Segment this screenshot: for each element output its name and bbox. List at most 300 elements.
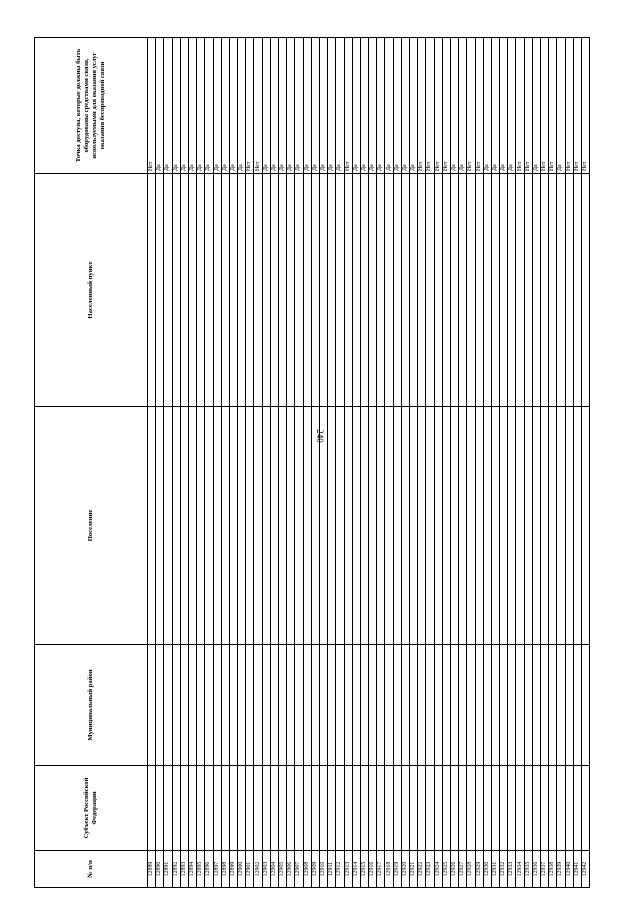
row-locality [336,174,344,407]
row-municipality [475,645,483,766]
row-settlement [205,407,213,645]
row-number: 12913 [344,851,352,888]
row-settlement [434,407,442,645]
row-municipality [508,645,516,766]
row-settlement [270,407,278,645]
row-locality [565,174,573,407]
row-access-point: Да [303,38,311,174]
row-municipality [524,645,532,766]
row-number: 12926 [450,851,458,888]
row-locality [180,174,188,407]
row-locality [524,174,532,407]
table-body [148,38,590,888]
table-row [475,38,483,888]
table-row [295,38,303,888]
row-number: 12929 [475,851,483,888]
row-access-point: Да [229,38,237,174]
row-access-point: Да [401,38,409,174]
table-row [360,38,368,888]
header-access-point: Точка доступа, которые должны быть оборудованы средствами связи, используемыми для оказания услуг оказания беспроводной связи [35,38,148,174]
row-number: 12916 [369,851,377,888]
row-access-point: Да [279,38,287,174]
row-municipality [238,645,246,766]
row-number: 12902 [254,851,262,888]
table-row [303,38,311,888]
row-locality [549,174,557,407]
row-subject [295,766,303,851]
row-access-point: Нет [442,38,450,174]
table-row [352,38,360,888]
table-row [377,38,385,888]
row-number: 12891 [164,851,172,888]
row-municipality [557,645,565,766]
row-municipality [352,645,360,766]
row-settlement [508,407,516,645]
row-number: 12914 [352,851,360,888]
row-municipality [319,645,327,766]
row-municipality [442,645,450,766]
row-municipality [565,645,573,766]
row-access-point: Да [459,38,467,174]
row-municipality [295,645,303,766]
table-row [581,38,589,888]
table-row [172,38,180,888]
header-municipality: Муниципальный район [35,645,148,766]
row-locality [516,174,524,407]
row-locality [369,174,377,407]
row-subject [180,766,188,851]
row-access-point: Да [385,38,393,174]
row-subject [328,766,336,851]
row-locality [459,174,467,407]
row-access-point: Да [311,38,319,174]
row-municipality [549,645,557,766]
row-number: 12894 [188,851,196,888]
page-number: 240 [315,429,325,443]
row-municipality [418,645,426,766]
row-settlement [532,407,540,645]
table-row [336,38,344,888]
row-settlement [475,407,483,645]
row-municipality [450,645,458,766]
row-number: 12918 [385,851,393,888]
row-number: 12917 [377,851,385,888]
row-subject [148,766,156,851]
row-locality [197,174,205,407]
row-number: 12925 [442,851,450,888]
table-row [328,38,336,888]
row-locality [287,174,295,407]
row-locality [557,174,565,407]
row-access-point: Да [328,38,336,174]
row-access-point: Да [213,38,221,174]
table-row [180,38,188,888]
row-municipality [197,645,205,766]
row-locality [483,174,491,407]
row-number: 12904 [270,851,278,888]
row-subject [549,766,557,851]
row-access-point: Да [295,38,303,174]
row-locality [541,174,549,407]
table-row [369,38,377,888]
header-settlement: Поселение [35,407,148,645]
row-settlement [164,407,172,645]
row-municipality [360,645,368,766]
row-subject [197,766,205,851]
row-municipality [516,645,524,766]
row-settlement [442,407,450,645]
row-settlement [369,407,377,645]
row-settlement [229,407,237,645]
row-settlement [557,407,565,645]
table-row [500,38,508,888]
row-locality [410,174,418,407]
table-row [287,38,295,888]
table-row [508,38,516,888]
row-settlement [336,407,344,645]
row-settlement [295,407,303,645]
table-row [450,38,458,888]
row-number: 12889 [148,851,156,888]
row-subject [557,766,565,851]
row-subject [221,766,229,851]
row-subject [532,766,540,851]
row-municipality [532,645,540,766]
row-locality [172,174,180,407]
row-subject [434,766,442,851]
table-row [491,38,499,888]
row-number: 12896 [205,851,213,888]
row-number: 12928 [467,851,475,888]
row-subject [172,766,180,851]
row-number: 12900 [238,851,246,888]
row-access-point: Да [319,38,327,174]
row-number: 12939 [557,851,565,888]
row-locality [344,174,352,407]
header-subject: Субъект Российской Федерации [35,766,148,851]
row-municipality [279,645,287,766]
row-locality [581,174,589,407]
row-number: 12911 [328,851,336,888]
row-subject [483,766,491,851]
row-access-point: Нет [516,38,524,174]
row-municipality [483,645,491,766]
row-settlement [393,407,401,645]
row-settlement [516,407,524,645]
table-row [426,38,434,888]
row-municipality [246,645,254,766]
table-row [238,38,246,888]
row-access-point: Да [205,38,213,174]
table-row [148,38,156,888]
row-number: 12921 [410,851,418,888]
row-locality [508,174,516,407]
row-settlement [148,407,156,645]
row-access-point: Нет [418,38,426,174]
row-access-point: Да [238,38,246,174]
row-number: 12907 [295,851,303,888]
row-subject [311,766,319,851]
row-locality [279,174,287,407]
row-subject [205,766,213,851]
row-locality [295,174,303,407]
row-municipality [434,645,442,766]
row-locality [246,174,254,407]
row-locality [442,174,450,407]
table-header-row [35,38,148,888]
row-access-point: Да [508,38,516,174]
table-row [532,38,540,888]
row-number: 12901 [246,851,254,888]
row-municipality [459,645,467,766]
row-access-point: Да [270,38,278,174]
row-municipality [491,645,499,766]
row-settlement [319,407,327,645]
row-locality [188,174,196,407]
row-number: 12932 [500,851,508,888]
table-row [311,38,319,888]
row-locality [426,174,434,407]
table-row [279,38,287,888]
row-access-point: Да [156,38,164,174]
row-number: 12930 [483,851,491,888]
row-subject [246,766,254,851]
row-settlement [311,407,319,645]
row-municipality [500,645,508,766]
row-settlement [254,407,262,645]
row-access-point: Нет [524,38,532,174]
row-locality [401,174,409,407]
row-locality [238,174,246,407]
row-access-point: Нет [254,38,262,174]
row-locality [385,174,393,407]
row-settlement [410,407,418,645]
row-locality [254,174,262,407]
row-subject [467,766,475,851]
row-settlement [188,407,196,645]
row-settlement [565,407,573,645]
row-number: 12892 [172,851,180,888]
row-access-point: Да [287,38,295,174]
row-municipality [172,645,180,766]
row-municipality [467,645,475,766]
row-access-point: Нет [565,38,573,174]
row-locality [360,174,368,407]
row-settlement [524,407,532,645]
row-number: 12922 [418,851,426,888]
row-municipality [262,645,270,766]
row-subject [418,766,426,851]
row-municipality [581,645,589,766]
row-number: 12899 [229,851,237,888]
row-municipality [213,645,221,766]
row-subject [426,766,434,851]
row-locality [418,174,426,407]
table-row [442,38,450,888]
row-access-point: Нет [344,38,352,174]
row-locality [328,174,336,407]
row-access-point: Нет [148,38,156,174]
row-locality [164,174,172,407]
row-municipality [205,645,213,766]
row-access-point: Нет [434,38,442,174]
row-access-point: Да [450,38,458,174]
row-access-point: Да [360,38,368,174]
row-subject [262,766,270,851]
table-row [459,38,467,888]
row-number: 12920 [401,851,409,888]
table-row [393,38,401,888]
row-municipality [180,645,188,766]
row-subject [516,766,524,851]
row-access-point: Да [262,38,270,174]
row-settlement [500,407,508,645]
row-settlement [156,407,164,645]
row-number: 12912 [336,851,344,888]
row-locality [156,174,164,407]
row-settlement [303,407,311,645]
row-settlement [352,407,360,645]
row-number: 12923 [426,851,434,888]
table-row [188,38,196,888]
header-locality: Населенный пункт [35,174,148,407]
row-municipality [156,645,164,766]
row-locality [213,174,221,407]
row-number: 12938 [549,851,557,888]
row-subject [393,766,401,851]
row-settlement [467,407,475,645]
row-subject [164,766,172,851]
row-municipality [188,645,196,766]
row-subject [319,766,327,851]
row-settlement [279,407,287,645]
row-settlement [573,407,581,645]
row-settlement [262,407,270,645]
row-locality [532,174,540,407]
row-number: 12906 [287,851,295,888]
row-settlement [401,407,409,645]
row-subject [459,766,467,851]
row-number: 12909 [311,851,319,888]
row-number: 12890 [156,851,164,888]
row-subject [336,766,344,851]
row-access-point: Да [188,38,196,174]
row-number: 12905 [279,851,287,888]
row-number: 12927 [459,851,467,888]
row-access-point: Да [557,38,565,174]
row-access-point: Да [197,38,205,174]
row-number: 12937 [541,851,549,888]
table-row [418,38,426,888]
row-settlement [581,407,589,645]
row-settlement [450,407,458,645]
row-municipality [328,645,336,766]
row-settlement [213,407,221,645]
row-access-point: Да [410,38,418,174]
row-settlement [180,407,188,645]
row-locality [205,174,213,407]
row-number: 12936 [532,851,540,888]
rotated-table-wrapper [34,38,589,888]
row-access-point: Да [491,38,499,174]
table-row [205,38,213,888]
table-row [344,38,352,888]
row-number: 12908 [303,851,311,888]
row-access-point: Нет [246,38,254,174]
row-locality [450,174,458,407]
row-number: 12897 [213,851,221,888]
row-access-point: Нет [581,38,589,174]
table-row [541,38,549,888]
row-subject [352,766,360,851]
row-subject [401,766,409,851]
row-access-point: Да [164,38,172,174]
row-access-point: Да [483,38,491,174]
row-settlement [344,407,352,645]
row-locality [573,174,581,407]
row-settlement [385,407,393,645]
table-row [229,38,237,888]
row-number: 12924 [434,851,442,888]
row-access-point: Да [369,38,377,174]
row-access-point: Да [500,38,508,174]
row-municipality [336,645,344,766]
table-row [557,38,565,888]
row-locality [229,174,237,407]
locality-table [34,37,590,888]
row-subject [410,766,418,851]
row-access-point: Нет [541,38,549,174]
row-municipality [344,645,352,766]
row-settlement [287,407,295,645]
row-municipality [270,645,278,766]
row-locality [270,174,278,407]
row-settlement [483,407,491,645]
table-row [410,38,418,888]
row-number: 12941 [573,851,581,888]
table-row [164,38,172,888]
row-settlement [426,407,434,645]
row-access-point: Да [377,38,385,174]
row-municipality [287,645,295,766]
table-row [573,38,581,888]
row-subject [344,766,352,851]
row-settlement [197,407,205,645]
row-access-point: Да [172,38,180,174]
table-row [565,38,573,888]
row-subject [541,766,549,851]
row-municipality [221,645,229,766]
row-municipality [393,645,401,766]
row-municipality [311,645,319,766]
row-settlement [221,407,229,645]
row-access-point: Нет [475,38,483,174]
row-access-point: Нет [549,38,557,174]
row-access-point: Нет [467,38,475,174]
row-subject [573,766,581,851]
row-number: 12903 [262,851,270,888]
row-subject [229,766,237,851]
row-subject [213,766,221,851]
row-settlement [360,407,368,645]
row-subject [369,766,377,851]
row-municipality [573,645,581,766]
row-number: 12893 [180,851,188,888]
row-subject [565,766,573,851]
row-number: 12935 [524,851,532,888]
row-subject [508,766,516,851]
table-row [524,38,532,888]
